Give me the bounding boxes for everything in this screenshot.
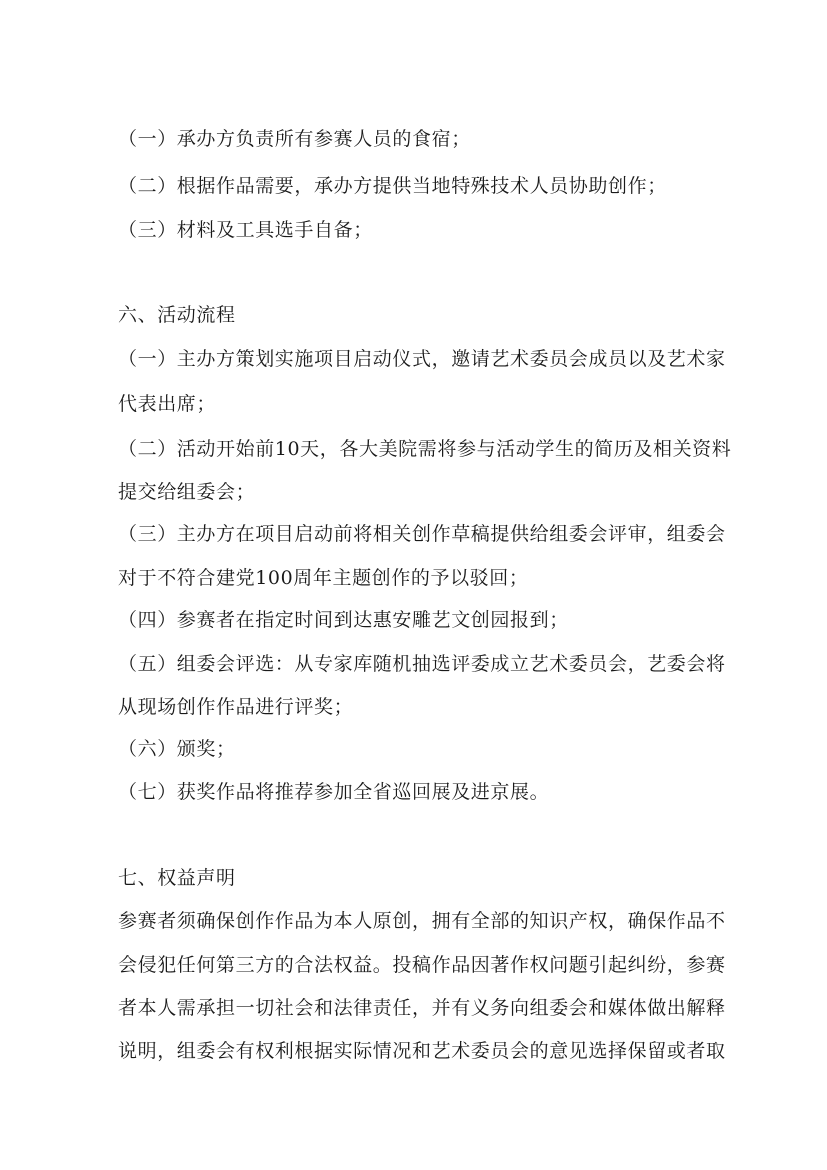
paragraph-line: （三）主办方在项目启动前将相关创作草稿提供给组委会评审，组委会 — [118, 523, 726, 545]
paragraph-line: 对于不符合建党100周年主题创作的予以驳回； — [118, 567, 529, 589]
paragraph-line: 提交给组委会； — [118, 481, 256, 503]
paragraph-line: 代表出席； — [118, 393, 217, 415]
paragraph-line: 从现场创作作品进行评奖； — [118, 696, 354, 718]
list-item: （二）根据作品需要，承办方提供当地特殊技术人员协助创作； — [118, 175, 667, 197]
paragraph-line: 参赛者须确保创作作品为本人原创，拥有全部的知识产权，确保作品不 — [118, 910, 726, 932]
paragraph-line: 说明，组委会有权利根据实际情况和艺术委员会的意见选择保留或者取 — [118, 1040, 726, 1062]
section-heading-activity-process: 六、活动流程 — [118, 304, 236, 326]
paragraph-line: （四）参赛者在指定时间到达惠安雕艺文创园报到； — [118, 609, 569, 631]
section-heading-rights-statement: 七、权益声明 — [118, 867, 236, 889]
list-item: （三）材料及工具选手自备； — [118, 219, 373, 241]
paragraph-line: （一）主办方策划实施项目启动仪式，邀请艺术委员会成员以及艺术家 — [118, 348, 726, 370]
paragraph-line: （七）获奖作品将推荐参加全省巡回展及进京展。 — [118, 781, 550, 803]
list-item: （一）承办方负责所有参赛人员的食宿； — [118, 128, 471, 150]
paragraph-line: （五）组委会评选：从专家库随机抽选评委成立艺术委员会，艺委会将 — [118, 653, 726, 675]
paragraph-line: 会侵犯任何第三方的合法权益。投稿作品因著作权问题引起纠纷，参赛 — [118, 954, 726, 976]
paragraph-line: （六）颁奖； — [118, 738, 236, 760]
paragraph-line: 者本人需承担一切社会和法律责任，并有义务向组委会和媒体做出解释 — [118, 997, 726, 1019]
paragraph-line: （二）活动开始前10天，各大美院需将参与活动学生的简历及相关资料 — [118, 438, 732, 460]
